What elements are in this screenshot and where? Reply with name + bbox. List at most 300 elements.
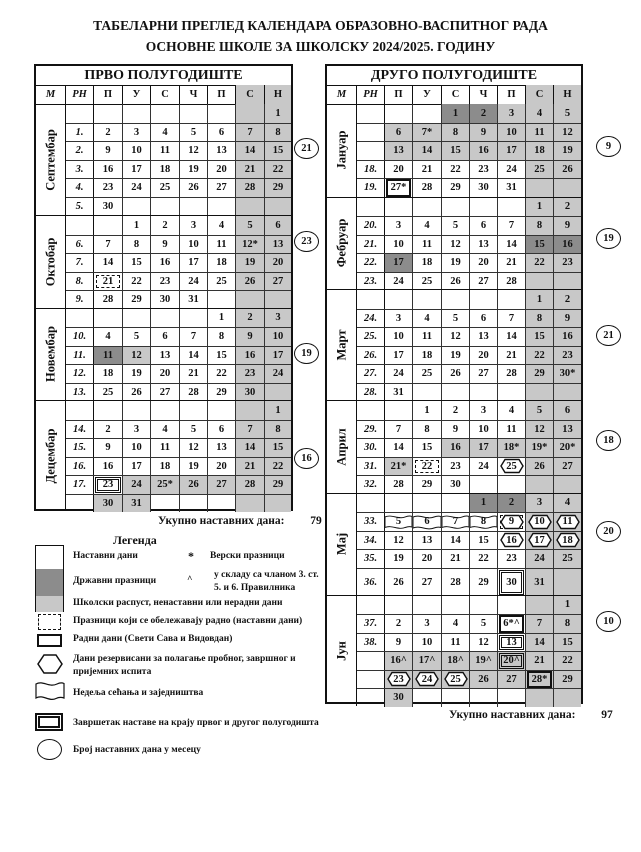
day-cell: [498, 494, 526, 513]
day-cell: [526, 421, 554, 439]
work-week-number: [357, 198, 385, 217]
day-number: 4: [105, 331, 111, 343]
day-number: 17: [272, 349, 284, 361]
day-cell: [180, 421, 208, 439]
day-cell: [385, 476, 413, 494]
marked-holiday-swatch: [38, 614, 61, 630]
day-number: 29: [272, 182, 284, 194]
week-row: [66, 272, 291, 291]
week-row: [66, 401, 291, 420]
day-cell: [385, 254, 413, 272]
day-number: 8: [452, 126, 459, 138]
month-block: [36, 308, 291, 401]
day-number: 30: [450, 479, 461, 491]
day-cell: [385, 347, 413, 365]
day-number: 12: [450, 331, 461, 343]
day-number: 3: [508, 107, 515, 119]
day-number: 25: [534, 163, 545, 175]
day-cell: [208, 328, 236, 346]
day-number: 18: [421, 349, 433, 361]
weekday-header-cell: Ч: [180, 85, 208, 104]
second-half-calendar: [325, 64, 583, 704]
day-number: 4: [536, 107, 543, 119]
day-number: 22: [478, 553, 489, 565]
day-cell: [180, 291, 208, 309]
day-number: 16: [244, 349, 256, 361]
day-number: 26: [244, 275, 256, 287]
day-number: 30: [102, 200, 114, 212]
day-cell: [554, 458, 581, 476]
day-cell: [470, 384, 498, 402]
day-number: 14: [450, 534, 461, 546]
day-cell: [385, 689, 413, 707]
week-row: [66, 290, 291, 309]
week-row: [66, 364, 291, 383]
day-cell: [123, 198, 151, 216]
work-week-number: [357, 384, 385, 402]
day-number: 6: [275, 219, 281, 231]
day-cell: [265, 104, 291, 123]
asterisk-symbol: *: [188, 549, 194, 563]
day-cell: [236, 347, 265, 365]
day-cell: [208, 273, 236, 291]
work-week-number: [66, 273, 94, 291]
circle-icon: [37, 739, 62, 760]
month-block: [36, 215, 291, 308]
day-cell: [413, 532, 442, 550]
week-row: [357, 549, 581, 568]
day-cell: [442, 596, 470, 615]
day-number: 12: [188, 442, 199, 454]
day-number: 1: [275, 107, 281, 119]
work-week-number: [357, 254, 385, 272]
day-number: 22: [272, 163, 284, 175]
day-cell: [470, 236, 498, 254]
day-cell: [123, 216, 151, 235]
work-week-number-text: 24.: [363, 312, 378, 324]
day-number: 13: [506, 636, 517, 648]
work-week-number-text: 32.: [363, 479, 378, 491]
day-cell: [180, 347, 208, 365]
day-number: 6: [480, 312, 487, 324]
day-number: 15: [478, 534, 489, 546]
day-cell: [265, 216, 291, 235]
work-week-number: [66, 365, 94, 383]
day-cell: [180, 254, 208, 272]
day-cell: [470, 671, 498, 689]
month-block: [327, 104, 581, 197]
day-number: 14: [393, 442, 404, 454]
day-number: 6: [395, 126, 402, 138]
day-cell: [470, 124, 498, 142]
day-cell: [554, 254, 581, 272]
day-cell: [180, 458, 208, 476]
weekday-header-cell: С: [151, 85, 180, 104]
day-number: 30: [102, 497, 114, 509]
day-cell: [498, 347, 526, 365]
day-number: 26: [534, 460, 545, 472]
day-number: 4: [424, 312, 430, 324]
day-cell: [554, 689, 581, 707]
day-cell: [123, 179, 151, 197]
day-number: 20: [478, 349, 489, 361]
work-week-number-text: 12.: [72, 368, 87, 380]
day-number: 31: [534, 576, 545, 588]
day-cell: [180, 198, 208, 216]
day-number: 23: [506, 553, 517, 565]
day-number: 18: [102, 368, 114, 380]
weekday-header-cell: П: [498, 85, 526, 104]
day-number: 26: [393, 576, 404, 588]
day-cell: [498, 439, 526, 457]
day-number: 17: [131, 460, 142, 472]
weekday-header-cell: У: [123, 85, 151, 104]
day-cell: [180, 328, 208, 346]
day-cell: [526, 347, 554, 365]
week-row: [357, 364, 581, 383]
day-cell: [526, 328, 554, 346]
state-holiday-swatch: [35, 569, 64, 596]
week-row: [357, 290, 581, 309]
day-cell: [208, 309, 236, 328]
week-row: [357, 688, 581, 707]
day-cell: [498, 615, 526, 633]
day-cell: [442, 671, 470, 689]
day-cell: [470, 161, 498, 179]
work-week-number: [357, 476, 385, 494]
day-cell: [208, 401, 236, 420]
day-cell: [470, 596, 498, 615]
day-number: 11: [160, 145, 170, 157]
day-number: 18*: [503, 442, 520, 454]
day-number: 28: [506, 275, 517, 287]
day-number: 21: [506, 257, 517, 269]
week-row: [66, 216, 291, 235]
month-name: Април: [334, 428, 348, 466]
day-cell: [265, 347, 291, 365]
day-cell: [123, 365, 151, 383]
day-number: 5: [452, 220, 459, 232]
day-cell: [413, 476, 442, 494]
work-week-number: [66, 104, 94, 123]
day-number: 8: [133, 238, 140, 250]
day-cell: [413, 401, 442, 420]
day-cell: [94, 365, 123, 383]
day-number: 27: [216, 182, 227, 194]
day-number: 11: [422, 331, 432, 343]
day-cell: [236, 179, 265, 197]
day-number: 22: [562, 655, 573, 667]
day-number: 13: [216, 442, 227, 454]
day-cell: [180, 161, 208, 179]
day-number: 20: [421, 553, 433, 565]
day-cell: [123, 309, 151, 328]
day-number: 30: [393, 692, 404, 704]
day-cell: [554, 142, 581, 160]
day-cell: [94, 439, 123, 457]
day-cell: [413, 198, 442, 217]
day-number: 6: [424, 516, 430, 528]
work-week-number: [357, 513, 385, 531]
day-number: 25*: [157, 479, 173, 491]
day-cell: [554, 550, 581, 568]
day-number: 13: [562, 423, 573, 435]
month-name: Октобар: [43, 237, 57, 287]
weekday-header-cell: Н: [265, 85, 291, 104]
week-row: [357, 216, 581, 235]
day-cell: [470, 689, 498, 707]
day-cell: [265, 401, 291, 420]
day-cell: [498, 273, 526, 291]
day-number: 7: [508, 220, 515, 232]
work-week-number-text: 31.: [363, 460, 378, 472]
day-number: 2: [508, 497, 515, 509]
day-cell: [94, 458, 123, 476]
work-week-number: [357, 458, 385, 476]
legend-title: Легенда: [113, 533, 157, 547]
day-cell: [265, 179, 291, 197]
day-cell: [94, 495, 123, 513]
day-cell: [265, 161, 291, 179]
day-number: 22: [272, 460, 284, 472]
work-week-number: [66, 495, 94, 513]
day-cell: [265, 254, 291, 272]
day-number: 13: [421, 534, 433, 546]
day-cell: [385, 328, 413, 346]
day-number: 9: [508, 516, 515, 528]
day-cell: [442, 347, 470, 365]
day-cell: [180, 439, 208, 457]
wave-icon: [35, 681, 65, 701]
day-cell: [265, 236, 291, 254]
day-cell: [151, 142, 180, 160]
day-number: 1: [424, 404, 430, 416]
day-cell: [526, 596, 554, 615]
day-number: 19: [188, 460, 199, 472]
day-number: 18: [159, 460, 171, 472]
day-cell: [236, 328, 265, 346]
day-number: 6: [218, 423, 225, 435]
day-number: 2: [480, 107, 487, 119]
week-row: [357, 633, 581, 652]
day-cell: [208, 254, 236, 272]
day-cell: [554, 421, 581, 439]
day-number: 28: [421, 182, 433, 194]
day-cell: [498, 254, 526, 272]
day-number: 26: [450, 275, 461, 287]
day-number: 10: [393, 331, 404, 343]
day-cell: [554, 439, 581, 457]
week-row: [357, 568, 581, 596]
day-cell: [470, 290, 498, 309]
day-cell: [470, 198, 498, 217]
month-teaching-days-count: 9: [596, 136, 621, 157]
day-number: 16^: [390, 655, 407, 667]
week-row: [66, 475, 291, 494]
day-cell: [470, 569, 498, 596]
day-cell: [442, 104, 470, 123]
day-number: 20: [216, 460, 227, 472]
day-cell: [470, 254, 498, 272]
day-number: 27: [562, 460, 573, 472]
day-cell: [498, 401, 526, 420]
day-cell: [470, 401, 498, 420]
day-cell: [385, 104, 413, 123]
day-cell: [180, 384, 208, 402]
work-week-number: [66, 328, 94, 346]
day-cell: [385, 671, 413, 689]
document-title-line-1: ТАБЕЛАРНИ ПРЕГЛЕД КАЛЕНДАРА ОБРАЗОВНО-ВАСПИТНОГ РАДА: [93, 18, 548, 33]
document-title-line-2: ОСНОВНЕ ШКОЛЕ ЗА ШКОЛСКУ 2024/2025. ГОДИНУ: [145, 39, 496, 54]
day-cell: [236, 216, 265, 235]
day-cell: [470, 615, 498, 633]
month-name-cell: [36, 309, 66, 401]
week-row: [357, 651, 581, 670]
legend-exam-days-line-1: Дани резервисани за полагање пробног, завршног и: [73, 654, 296, 664]
day-cell: [236, 401, 265, 420]
day-number: 18^: [447, 655, 464, 667]
day-cell: [498, 532, 526, 550]
day-number: 8: [275, 126, 281, 138]
work-week-number: [357, 532, 385, 550]
hexagon-icon: [37, 654, 63, 674]
work-week-number: [66, 309, 94, 328]
work-week-number-text: 30.: [363, 442, 378, 454]
weekday-header-cell: РН: [66, 85, 94, 104]
day-cell: [526, 179, 554, 197]
work-week-number: [357, 290, 385, 309]
day-cell: [236, 198, 265, 216]
day-number: 13: [478, 238, 489, 250]
day-number: 1: [218, 312, 225, 324]
legend-end-of-term: Завршетак наставе на крају првог и другог полугодишта: [73, 718, 319, 728]
day-number: 5: [190, 126, 197, 138]
work-week-number: [357, 634, 385, 652]
day-cell: [265, 458, 291, 476]
week-row: [357, 438, 581, 457]
day-number: 19: [244, 257, 256, 269]
day-number: 23: [102, 182, 114, 194]
day-cell: [236, 124, 265, 142]
day-cell: [208, 421, 236, 439]
day-cell: [526, 550, 554, 568]
work-week-number: [357, 671, 385, 689]
day-cell: [413, 328, 442, 346]
day-number: 10: [272, 331, 284, 343]
day-cell: [123, 347, 151, 365]
day-cell: [180, 124, 208, 142]
day-number: 23: [478, 163, 489, 175]
day-cell: [208, 291, 236, 309]
work-week-number-text: 18.: [363, 163, 378, 175]
day-number: 21: [244, 163, 256, 175]
day-cell: [526, 689, 554, 707]
day-cell: [470, 310, 498, 328]
day-number: 22: [534, 349, 545, 361]
day-cell: [413, 142, 442, 160]
day-number: 29: [131, 294, 142, 306]
day-number: 6: [480, 220, 487, 232]
work-week-number: [66, 198, 94, 216]
day-number: 18: [421, 257, 433, 269]
day-number: 1: [536, 201, 543, 213]
day-number: 25: [506, 460, 517, 472]
month-block: [36, 104, 291, 215]
day-cell: [442, 476, 470, 494]
month-name: Децембар: [43, 428, 57, 484]
work-week-number: [357, 347, 385, 365]
day-cell: [554, 347, 581, 365]
work-week-number-text: 20.: [363, 220, 378, 232]
day-cell: [94, 384, 123, 402]
day-number: 29: [562, 673, 573, 685]
day-number: 13: [272, 238, 284, 250]
work-week-number-text: 5.: [75, 200, 84, 212]
day-number: 11: [534, 126, 545, 138]
day-cell: [554, 124, 581, 142]
day-cell: [526, 401, 554, 420]
day-cell: [265, 309, 291, 328]
day-cell: [442, 273, 470, 291]
day-cell: [413, 439, 442, 457]
day-cell: [498, 458, 526, 476]
month-block: [327, 400, 581, 493]
day-number: 20: [216, 163, 227, 175]
day-number: 25: [421, 368, 433, 380]
day-cell: [265, 439, 291, 457]
day-cell: [526, 615, 554, 633]
day-number: 25: [216, 275, 227, 287]
day-cell: [385, 161, 413, 179]
day-cell: [442, 254, 470, 272]
weekday-header-cell: С: [526, 85, 554, 104]
day-number: 28: [244, 182, 256, 194]
day-cell: [180, 401, 208, 420]
day-cell: [554, 179, 581, 197]
day-number: 30: [478, 182, 489, 194]
day-number: 15: [562, 636, 573, 648]
day-number: 8: [480, 516, 487, 528]
day-cell: [385, 550, 413, 568]
day-cell: [236, 421, 265, 439]
day-cell: [123, 161, 151, 179]
legend-teaching-days: Наставни дани: [73, 551, 138, 561]
day-cell: [413, 550, 442, 568]
day-number: 3: [395, 220, 402, 232]
day-number: 31: [188, 294, 199, 306]
day-cell: [151, 401, 180, 420]
day-cell: [236, 161, 265, 179]
day-cell: [554, 290, 581, 309]
month-name-cell: [36, 104, 66, 215]
day-number: 19^: [475, 655, 492, 667]
day-cell: [236, 236, 265, 254]
day-cell: [385, 401, 413, 420]
day-number: 29: [450, 182, 461, 194]
day-number: 27*: [390, 182, 407, 194]
work-week-number: [357, 569, 385, 596]
day-cell: [123, 439, 151, 457]
day-cell: [208, 198, 236, 216]
day-cell: [123, 142, 151, 160]
day-cell: [94, 401, 123, 420]
day-cell: [526, 569, 554, 596]
week-row: [66, 104, 291, 123]
day-cell: [442, 513, 470, 531]
work-week-number: [66, 384, 94, 402]
day-cell: [151, 347, 180, 365]
day-number: 10: [188, 238, 199, 250]
